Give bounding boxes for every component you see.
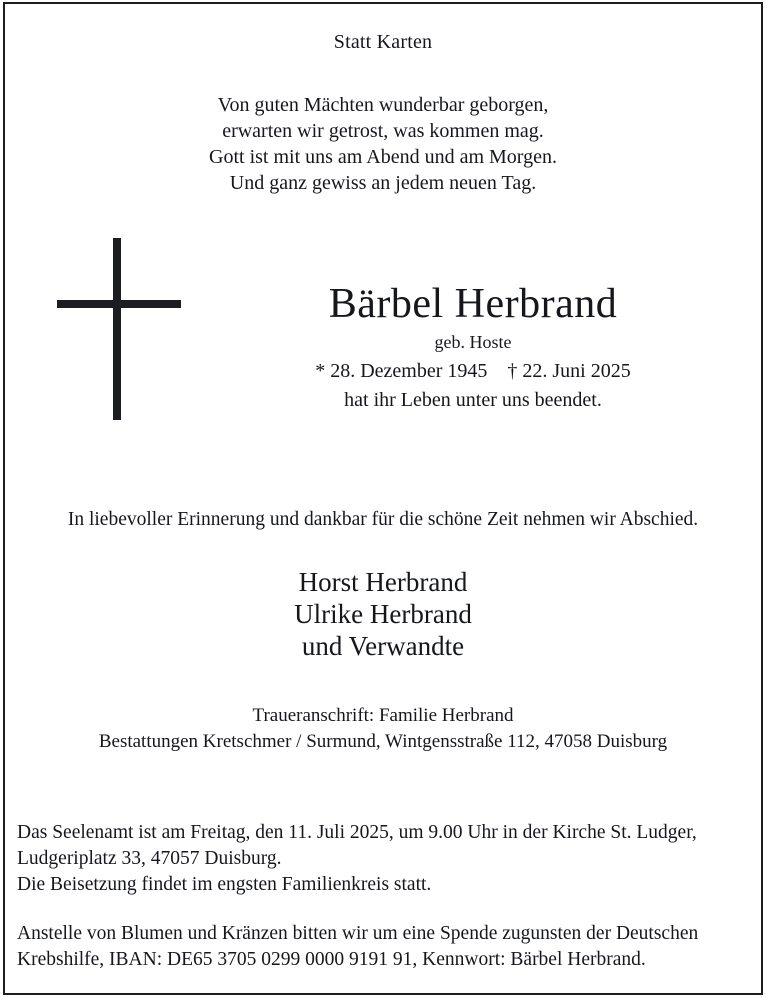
mourning-address-block bbox=[5, 703, 761, 755]
deceased-maiden-name: geb. Hoste bbox=[434, 332, 512, 352]
deceased-dates: * 28. Dezember 1945 † 22. Juni 2025 bbox=[315, 360, 631, 382]
poem-line: erwarten wir getrost, was kommen mag. bbox=[222, 120, 544, 142]
christian-cross-icon bbox=[57, 238, 187, 420]
service-line: Ludgeriplatz 33, 47057 Duisburg. bbox=[17, 848, 282, 869]
deceased-name: Bärbel Herbrand bbox=[328, 281, 618, 327]
mourning-address-label: Traueranschrift: Familie Herbrand bbox=[252, 705, 514, 726]
mourner-relatives: und Verwandte bbox=[301, 631, 465, 661]
mourner-name: Ulrike Herbrand bbox=[294, 599, 472, 629]
poem-line: Gott ist mit uns am Abend und am Morgen. bbox=[209, 146, 557, 168]
service-line: Das Seelenamt ist am Freitag, den 11. Juli 2025, um 9.00 Uhr in der Kirche St. Ludger, bbox=[17, 822, 697, 843]
service-details-block bbox=[17, 820, 749, 898]
funeral-home-address: Bestattungen Kretschmer / Surmund, Wintgensstraße 112, 47058 Duisburg bbox=[98, 731, 668, 752]
notice-header: Statt Karten bbox=[333, 31, 433, 53]
donation-line: Anstelle von Blumen und Kränzen bitten wir um eine Spende zugunsten der Deutschen bbox=[17, 923, 699, 944]
cross-vertical-bar bbox=[113, 238, 121, 420]
burial-line: Die Beisetzung findet im engsten Familienkreis statt. bbox=[17, 874, 432, 895]
deceased-closing-line: hat ihr Leben unter uns beendet. bbox=[344, 389, 602, 411]
mourner-name: Horst Herbrand bbox=[298, 567, 468, 597]
remembrance-line: In liebevoller Erinnerung und dankbar für die schöne Zeit nehmen wir Abschied. bbox=[67, 509, 699, 530]
death-notice-card bbox=[3, 2, 763, 995]
cross-horizontal-bar bbox=[57, 300, 181, 308]
poem-block bbox=[5, 92, 761, 196]
mourners-block bbox=[5, 566, 761, 662]
donation-iban-line: Krebshilfe, IBAN: DE65 3705 0299 0000 9191 91, Kennwort: Bärbel Herbrand. bbox=[17, 949, 646, 970]
poem-line: Von guten Mächten wunderbar geborgen, bbox=[217, 94, 549, 116]
poem-line: Und ganz gewiss an jedem neuen Tag. bbox=[229, 172, 537, 194]
donation-block bbox=[17, 921, 749, 973]
deceased-block bbox=[195, 280, 751, 413]
